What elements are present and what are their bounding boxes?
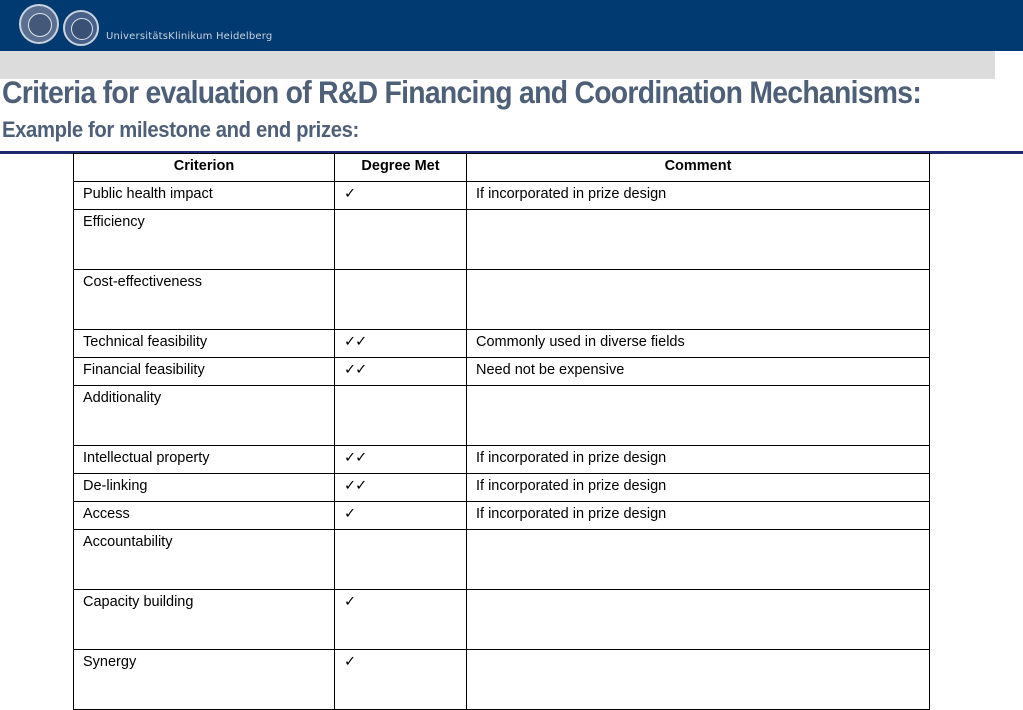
slide-subtitle: Example for milestone and end prizes: [2,117,359,142]
comment-cell: If incorporated in prize design [467,502,930,530]
criteria-table [73,153,930,710]
criterion-cell: De-linking [74,474,335,502]
table-row [74,386,930,446]
degree-met-cell [335,270,467,330]
column-header-comment: Comment [467,154,930,182]
degree-met-cell: ✓ [335,590,467,650]
table-row [74,358,930,386]
university-seal-icon [19,4,59,44]
table-row [74,502,930,530]
criterion-cell: Public health impact [74,182,335,210]
criterion-cell: Accountability [74,530,335,590]
table-row [74,590,930,650]
table-row [74,210,930,270]
criterion-cell: Cost-effectiveness [74,270,335,330]
criterion-cell: Additionality [74,386,335,446]
degree-met-cell: ✓ [335,502,467,530]
degree-met-cell [335,530,467,590]
degree-met-cell [335,386,467,446]
criterion-cell: Access [74,502,335,530]
comment-cell [467,590,930,650]
table-body [74,182,930,710]
degree-met-cell: ✓✓ [335,358,467,386]
criterion-cell: Intellectual property [74,446,335,474]
table-row [74,446,930,474]
criterion-cell: Financial feasibility [74,358,335,386]
column-header-degree-met: Degree Met [335,154,467,182]
comment-cell: Commonly used in diverse fields [467,330,930,358]
org-name: UniversitätsKlinikum Heidelberg [106,31,273,42]
degree-met-cell: ✓✓ [335,474,467,502]
criterion-cell: Efficiency [74,210,335,270]
comment-cell [467,210,930,270]
table-row [74,474,930,502]
comment-cell: If incorporated in prize design [467,474,930,502]
table-row [74,270,930,330]
criterion-cell: Capacity building [74,590,335,650]
slide-title: Criteria for evaluation of R&D Financing and Coordination Mechanisms: [2,74,922,110]
table-header-row [74,154,930,182]
clinic-seal-icon [63,10,99,46]
comment-cell: If incorporated in prize design [467,446,930,474]
degree-met-cell: ✓ [335,650,467,710]
table-row [74,530,930,590]
header-bar [0,0,1023,51]
criterion-cell: Technical feasibility [74,330,335,358]
degree-met-cell: ✓✓ [335,446,467,474]
comment-cell: Need not be expensive [467,358,930,386]
degree-met-cell: ✓ [335,182,467,210]
degree-met-cell: ✓✓ [335,330,467,358]
comment-cell [467,530,930,590]
table-row [74,330,930,358]
comment-cell [467,650,930,710]
comment-cell: If incorporated in prize design [467,182,930,210]
comment-cell [467,270,930,330]
table-row [74,182,930,210]
column-header-criterion: Criterion [74,154,335,182]
degree-met-cell [335,210,467,270]
criterion-cell: Synergy [74,650,335,710]
table-row [74,650,930,710]
comment-cell [467,386,930,446]
